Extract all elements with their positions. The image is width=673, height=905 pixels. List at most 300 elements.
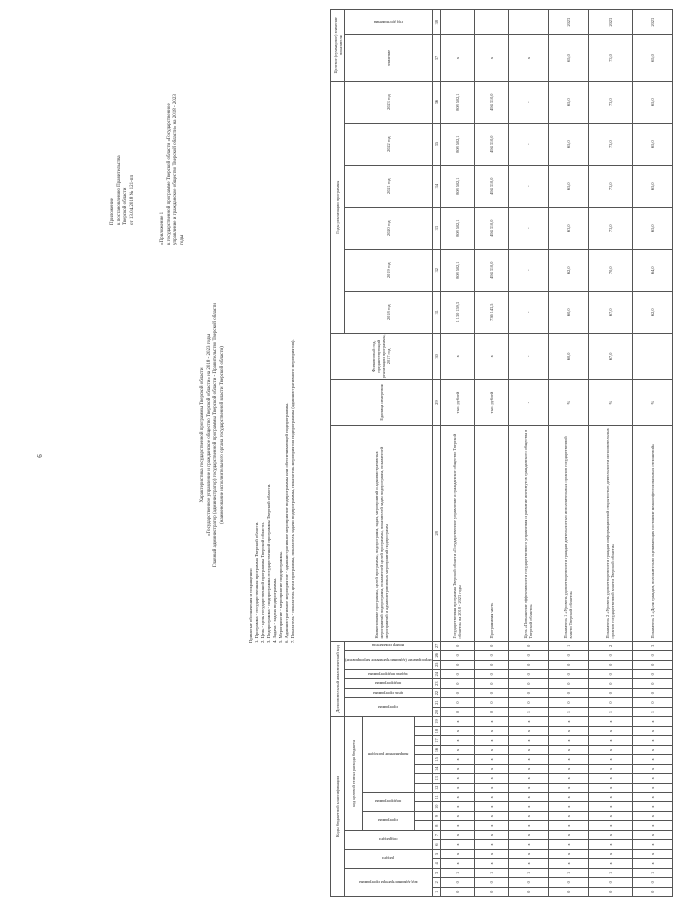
code-cell (632, 651, 672, 660)
code-cell-text: х (649, 833, 655, 837)
abbreviations-notes (248, 243, 296, 643)
row-final-value-text: х (488, 56, 494, 60)
code-cell (474, 726, 508, 735)
header-unit-text: Единица измерения (378, 384, 384, 421)
code-cell (548, 821, 588, 830)
code-cell-text: 0 (454, 682, 460, 685)
header-year-text: 2018 год (385, 304, 391, 320)
column-number (432, 717, 440, 727)
code-cell-text: х (454, 796, 460, 799)
column-number (432, 840, 440, 849)
title-line: Главный администратор (администратор) государственной программы Тверской области - Правительство Тверской области (213, 303, 218, 567)
column-number (432, 81, 440, 123)
column-number (432, 333, 440, 379)
header-achieve-year (345, 10, 433, 35)
row-year-value-text: 494 310,0 (488, 135, 494, 153)
note-line: 4. Задача - задача подпрограммы. (272, 577, 277, 643)
code-cell-text: х (565, 843, 571, 846)
row-unit (440, 379, 474, 425)
code-cell-text: 0 (525, 881, 531, 884)
row-name-text: Показатель 1 «Уровень удовлетворенности граждан деятельностью исполнительных органов государственной власти Тверской области» (563, 436, 574, 639)
code-cell (508, 679, 548, 688)
row-year-value (474, 207, 508, 249)
row-name (474, 426, 508, 641)
row-unit-text: % (649, 400, 655, 405)
code-cell-text: 0 (525, 682, 531, 685)
code-cell (632, 755, 672, 764)
code-cell (632, 830, 672, 839)
code-cell-text: х (607, 833, 613, 837)
code-cell-text: х (525, 843, 531, 846)
code-cell-text: х (565, 720, 571, 723)
header-target-subprogram (362, 793, 414, 812)
column-number-text: 16 (433, 747, 439, 753)
code-cell-text: 0 (565, 654, 571, 657)
code-cell (440, 811, 474, 820)
code-cell-text: 0 (488, 701, 494, 704)
annex-line: к государственной программе Тверской области «Государственное (166, 103, 172, 245)
code-cell-text: 0 (454, 890, 460, 893)
row-year-value (508, 207, 548, 249)
code-cell (508, 736, 548, 745)
header-year-text: 2020 год (385, 220, 391, 236)
code-cell (548, 755, 588, 764)
code-cell (474, 793, 508, 802)
header-target-subprogram-text: подпрограмма (375, 799, 402, 805)
code-cell (632, 707, 672, 716)
row-name-text: Программная часть (488, 602, 494, 639)
header-year-text: 2019 год (385, 262, 391, 278)
code-cell (474, 707, 508, 716)
row-base-value-text: х (454, 355, 460, 358)
row-year-value (632, 165, 672, 207)
header-subprogram-text: подпрограмма (375, 681, 402, 687)
code-cell (548, 887, 588, 896)
code-cell-text: х (565, 730, 571, 733)
code-cell (508, 651, 548, 660)
code-cell (588, 840, 632, 849)
document-title (200, 115, 226, 755)
row-name (632, 426, 672, 641)
code-cell-text: х (454, 767, 460, 770)
column-number-text: 2 (433, 881, 439, 884)
column-number-text: 4 (433, 862, 439, 865)
row-year-value-text: 63,0 (565, 224, 571, 232)
row-year-value (548, 165, 588, 207)
row-year-value (508, 165, 548, 207)
column-number-text: 36 (433, 99, 439, 105)
header-year (345, 207, 433, 249)
row-name-text: Государственная программа Тверской области «Государственное управление и гражданское общество Тверской области» на 2018 - 2023 годы (452, 434, 463, 639)
code-cell-text: 0 (565, 890, 571, 893)
code-cell (632, 878, 672, 887)
row-final-value (588, 35, 632, 81)
column-number-text: 22 (433, 690, 439, 696)
code-cell (474, 755, 508, 764)
column-number (432, 123, 440, 165)
code-cell-text: х (649, 739, 655, 742)
column-number-text: 7 (433, 833, 439, 837)
column-number (432, 10, 440, 35)
code-cell (440, 745, 474, 754)
code-cell (632, 679, 672, 688)
column-number-text: 38 (433, 20, 439, 25)
code-cell-text: х (488, 833, 494, 837)
header-direction (362, 717, 414, 793)
column-number (432, 641, 440, 651)
code-cell-text: 0 (607, 673, 613, 676)
code-cell (508, 840, 548, 849)
column-number-text: 23 (433, 681, 439, 686)
row-final-value-text: х (454, 56, 460, 60)
header-year-text: 2022 год (385, 136, 391, 152)
column-number (432, 698, 440, 707)
column-number (432, 736, 440, 745)
code-cell-text: 0 (454, 692, 460, 695)
header-years (331, 81, 345, 333)
column-number-text: 35 (433, 142, 439, 147)
code-cell-text: х (607, 748, 613, 752)
code-cell-text: х (607, 843, 613, 846)
code-cell-text: х (488, 796, 494, 799)
code-cell-text: 0 (525, 654, 531, 657)
code-cell (588, 726, 632, 735)
code-cell-text: х (565, 833, 571, 837)
code-cell (548, 651, 588, 660)
code-cell (632, 793, 672, 802)
code-cell-text: 0 (607, 701, 613, 704)
header-final-value (331, 10, 345, 82)
row-year-value-text: 65,0 (649, 98, 655, 106)
code-cell-text: х (488, 805, 494, 808)
row-unit (632, 379, 672, 425)
code-cell (548, 811, 588, 820)
code-cell-text: х (649, 862, 655, 865)
code-cell-text: х (454, 843, 460, 846)
column-number (432, 859, 440, 868)
code-cell (588, 802, 632, 811)
code-cell-text: х (649, 720, 655, 723)
header-task (345, 670, 433, 679)
code-cell (440, 679, 474, 688)
column-number (432, 745, 440, 754)
code-cell-text: х (607, 815, 613, 818)
code-cell (548, 641, 588, 651)
code-cell (440, 887, 474, 896)
column-number-text: 33 (433, 226, 439, 231)
column-number (432, 830, 440, 839)
code-cell (474, 717, 508, 727)
row-name (588, 426, 632, 641)
code-cell (474, 670, 508, 679)
code-cell (508, 783, 548, 792)
code-cell-text: х (565, 748, 571, 752)
code-cell-text: х (525, 796, 531, 799)
row-year-value (632, 207, 672, 249)
row-year-value (508, 291, 548, 333)
code-cell-text: 0 (525, 673, 531, 676)
code-cell-text: х (649, 767, 655, 770)
row-final-year-text: 2023 (649, 17, 655, 27)
row-year-value (588, 249, 632, 291)
header-target-subcell (414, 764, 432, 773)
row-final-year (632, 10, 672, 35)
row-year-value-text: 808 502,1 (454, 177, 460, 195)
column-number-text: 26 (433, 653, 439, 658)
page-number: 6 (35, 454, 44, 458)
code-cell (588, 651, 632, 660)
row-final-value-text: 65,0 (565, 54, 571, 62)
column-number (432, 651, 440, 660)
code-cell-text: х (488, 786, 494, 789)
code-cell-text: 0 (565, 673, 571, 676)
column-number (432, 679, 440, 688)
code-cell-text: 0 (649, 890, 655, 893)
code-cell (440, 849, 474, 858)
code-cell (440, 736, 474, 745)
code-cell-text: 0 (649, 682, 655, 685)
row-year-value-text: 494 310,0 (488, 219, 494, 237)
column-number-text: 30 (433, 354, 439, 359)
header-goal-text: цель программы (373, 690, 404, 696)
code-cell-text: 0 (488, 881, 494, 884)
row-year-value (440, 165, 474, 207)
header-years-text: Годы реализации программы (335, 180, 340, 234)
row-year-value (588, 291, 632, 333)
table-row (331, 10, 345, 897)
code-cell (508, 641, 548, 651)
code-cell (474, 849, 508, 858)
code-cell-text: х (649, 843, 655, 846)
code-cell-text: х (525, 815, 531, 818)
row-year-value-text: 73,0 (607, 140, 613, 148)
code-cell-text: 0 (649, 663, 655, 666)
column-number (432, 35, 440, 81)
column-number-text: 17 (433, 738, 439, 743)
column-number-text: 8 (433, 824, 439, 827)
code-cell (508, 887, 548, 896)
code-cell (474, 887, 508, 896)
code-cell (548, 802, 588, 811)
code-cell-text: 0 (565, 682, 571, 685)
header-target-subcell (414, 774, 432, 783)
row-final-year (440, 10, 474, 35)
code-cell-text: х (454, 833, 460, 837)
code-cell (508, 745, 548, 754)
code-cell-text: 0 (454, 881, 460, 884)
header-base-year-text: Финансовый год, предшествующий реализации программы, 2017 год (371, 334, 392, 379)
row-year-value-text: 494 310,0 (488, 93, 494, 111)
code-cell-text: х (607, 796, 613, 799)
code-cell-text: 0 (607, 682, 613, 685)
column-number-text: 37 (433, 55, 439, 61)
header-subprogram (345, 679, 433, 688)
code-cell-text: 0 (565, 881, 571, 884)
column-number-text: 27 (433, 643, 439, 648)
column-number (432, 707, 440, 716)
code-cell (508, 698, 548, 707)
code-cell-text: х (488, 815, 494, 818)
code-cell (588, 878, 632, 887)
row-unit-text: % (565, 400, 571, 405)
header-admin-code (345, 868, 433, 896)
code-cell (632, 840, 672, 849)
row-year-value-text: 60,0 (565, 308, 571, 316)
code-cell (548, 868, 588, 877)
row-base-value-text: 60,0 (565, 352, 571, 361)
code-cell (440, 660, 474, 669)
code-cell (508, 717, 548, 727)
code-cell (474, 651, 508, 660)
column-number (432, 249, 440, 291)
header-program-text: программа (378, 704, 399, 710)
code-cell (588, 679, 632, 688)
code-cell (474, 821, 508, 830)
code-cell (588, 698, 632, 707)
code-cell (440, 755, 474, 764)
code-cell (474, 641, 508, 651)
header-base-year (331, 333, 433, 379)
code-cell-text: х (525, 862, 531, 865)
code-cell-text: х (525, 786, 531, 789)
row-year-value (474, 123, 508, 165)
row-base-value-text: х (488, 355, 494, 358)
row-unit (588, 379, 632, 425)
code-cell-text: 0 (607, 654, 613, 657)
header-year (345, 165, 433, 207)
code-cell (440, 641, 474, 651)
column-number-text: 29 (433, 400, 439, 405)
code-cell (548, 707, 588, 716)
column-number (432, 426, 440, 641)
code-cell (632, 688, 672, 697)
header-indicator (345, 641, 433, 651)
code-cell (588, 811, 632, 820)
header-target-subcell (414, 726, 432, 735)
code-cell (508, 688, 548, 697)
column-number-text: 32 (433, 268, 439, 273)
row-year-value-text: 65,0 (649, 182, 655, 190)
code-cell-text: х (565, 862, 571, 865)
row-year-value (632, 249, 672, 291)
column-number-text: 14 (433, 766, 439, 772)
row-year-value-text: 494 310,0 (488, 261, 494, 279)
code-cell-text: х (565, 758, 571, 761)
code-cell-text: х (607, 758, 613, 761)
code-cell-text: х (488, 748, 494, 752)
code-cell (632, 774, 672, 783)
row-year-value (548, 207, 588, 249)
row-year-value (474, 249, 508, 291)
code-cell (588, 793, 632, 802)
row-year-value (588, 207, 632, 249)
table-row (432, 10, 440, 897)
header-budget-codes (331, 717, 345, 897)
header-target-subcell (414, 745, 432, 754)
code-cell-text: 0 (454, 663, 460, 666)
header-target-subcell (414, 811, 432, 820)
header-achieve-year-text: год достижения (373, 19, 403, 25)
header-target-code-text: код целевой статьи расхода бюджета (350, 740, 356, 807)
code-cell (508, 821, 548, 830)
row-year-value-text: - (525, 227, 531, 229)
header-razdel (345, 849, 433, 868)
code-cell-text: х (454, 758, 460, 761)
header-task-text: задача подпрограммы (368, 671, 409, 677)
code-cell-text: х (454, 852, 460, 856)
code-cell (548, 670, 588, 679)
code-cell-text: 3 (649, 644, 655, 647)
code-cell-text: 0 (565, 663, 571, 666)
code-cell-text: х (488, 767, 494, 770)
code-cell (548, 793, 588, 802)
code-cell (474, 679, 508, 688)
note-line: 7. Показатель - показатель цели программы, показатель задачи подпрограммы, показатель мероприятия подпрограммы (административного мероприятия). (290, 339, 295, 643)
code-cell (508, 802, 548, 811)
code-cell-text: х (454, 720, 460, 723)
code-cell-text: 1 (565, 710, 571, 714)
row-year-value-text: 65,0 (649, 224, 655, 232)
code-cell-text: 0 (488, 890, 494, 893)
code-cell-text: х (649, 777, 655, 780)
code-cell (440, 688, 474, 697)
code-cell-text: х (565, 805, 571, 808)
code-cell (474, 745, 508, 754)
code-cell (508, 726, 548, 735)
column-number-text: 31 (433, 310, 439, 315)
row-year-value-text: 736 143,5 (488, 303, 494, 321)
code-cell (548, 688, 588, 697)
column-number-text: 1 (433, 890, 439, 893)
code-cell (474, 783, 508, 792)
code-cell-text: х (649, 796, 655, 799)
code-cell (474, 830, 508, 839)
code-cell-text: 1 (565, 871, 571, 874)
code-cell-text: х (454, 862, 460, 865)
column-number-text: 6 (433, 843, 439, 846)
code-cell (588, 783, 632, 792)
row-year-value (632, 291, 672, 333)
code-cell (548, 736, 588, 745)
code-cell (440, 840, 474, 849)
code-cell-text: х (607, 767, 613, 770)
code-cell (440, 830, 474, 839)
code-cell-text: х (607, 824, 613, 827)
code-cell (474, 859, 508, 868)
column-number-text: 34 (433, 184, 439, 189)
row-year-value (508, 123, 548, 165)
row-final-year-text: 2023 (565, 17, 571, 27)
code-cell (548, 660, 588, 669)
code-cell-text: 1 (488, 871, 494, 874)
column-number-text: 15 (433, 757, 439, 762)
code-cell-text: 1 (649, 710, 655, 714)
code-cell-text: х (607, 805, 613, 808)
code-cell (548, 783, 588, 792)
code-cell-text: 0 (454, 673, 460, 676)
row-base-value-text: 67,0 (607, 352, 613, 361)
code-cell (508, 670, 548, 679)
column-number (432, 207, 440, 249)
column-number (432, 670, 440, 679)
row-year-value-text: 65,0 (565, 98, 571, 106)
code-cell-text: х (454, 824, 460, 827)
code-cell-text: х (488, 758, 494, 761)
code-cell-text: х (525, 739, 531, 742)
row-year-value-text: 494 310,0 (488, 177, 494, 195)
row-year-value-text: 65,0 (649, 140, 655, 148)
code-cell (588, 745, 632, 754)
